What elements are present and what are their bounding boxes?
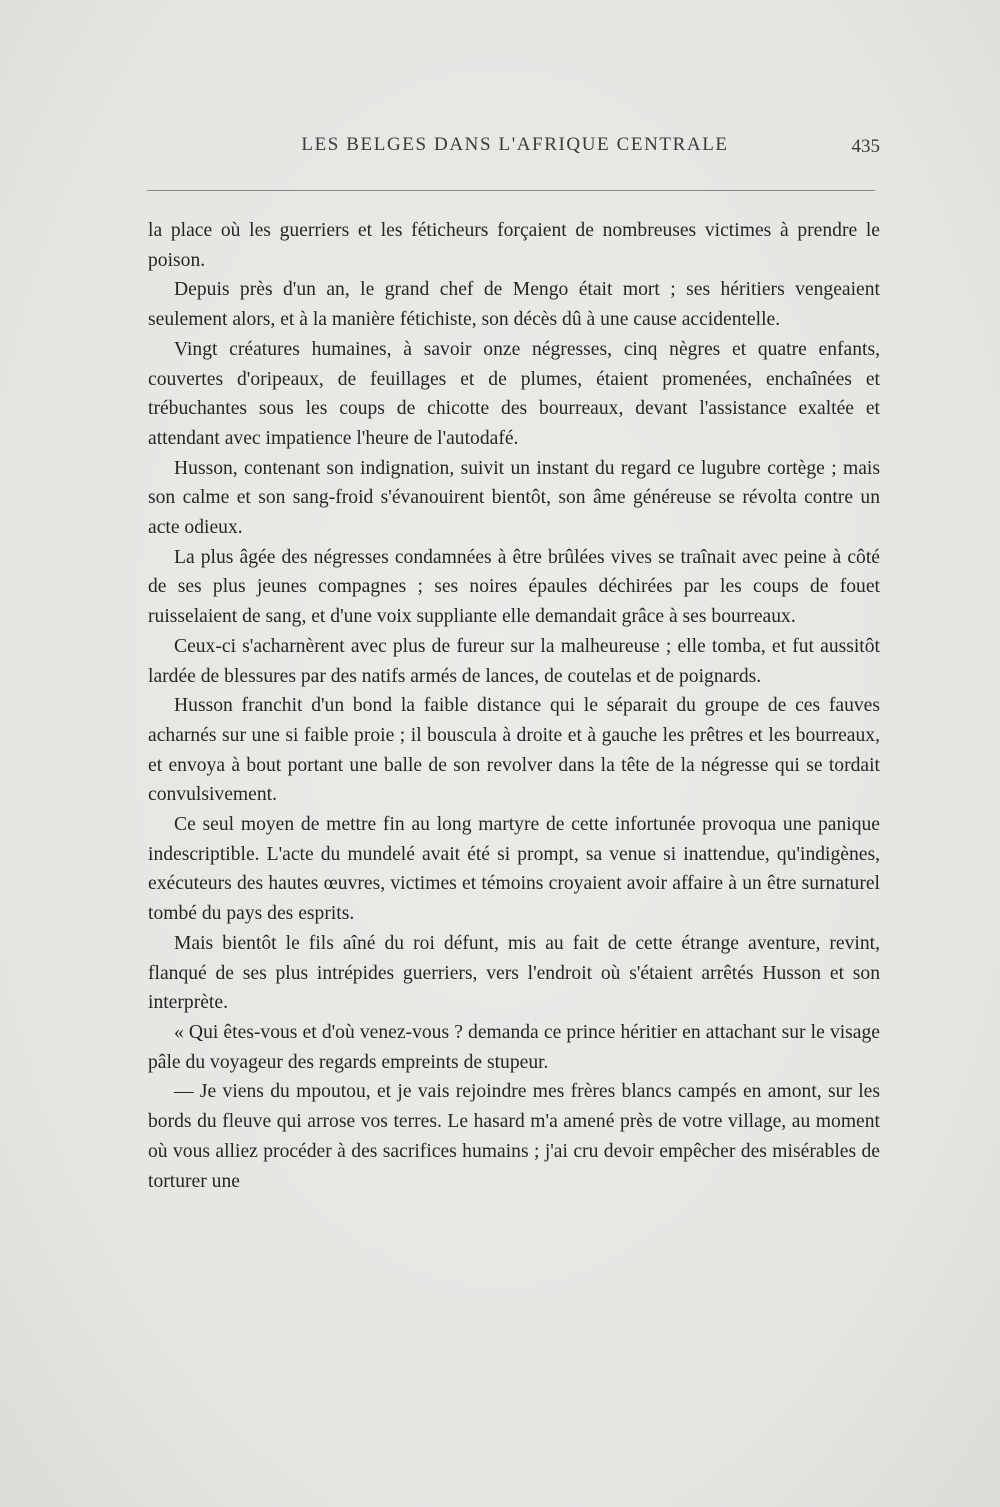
running-title: LES BELGES DANS L'AFRIQUE CENTRALE xyxy=(301,134,729,155)
page-number: 435 xyxy=(851,136,880,157)
dialogue-paragraph: « Qui êtes-vous et d'où venez-vous ? demanda ce prince héritier en attachant sur le visage pâle du voyageur des regards empreints de stupeur. xyxy=(148,1021,880,1073)
paragraph: Ce seul moyen de mettre fin au long martyre de cette infortunée provoqua une panique indescriptible. L'acte du mundelé avait été si prompt, sa venue si inattendue, qu'indigènes, exécuteurs des hautes œuvres, victimes et témoins croyaient avoir affaire à un être surnaturel tombé du pays des esprits. xyxy=(148,814,880,925)
paragraph: La plus âgée des négresses condamnées à être brûlées vives se traînait avec peine à côté de ses plus jeunes compagnes ; ses noires épaules déchirées par les coups de fouet ruisselaient de sang, et d'une voix suppliante elle demandait grâce à ses bourreaux. xyxy=(148,546,880,628)
running-header xyxy=(150,134,880,164)
paragraph: Ceux-ci s'acharnèrent avec plus de fureur sur la malheureuse ; elle tomba, et fut aussitôt lardée de blessures par des natifs armés de lances, de coutelas et de poignards. xyxy=(148,635,880,687)
dialogue-paragraph: — Je viens du mpoutou, et je vais rejoindre mes frères blancs campés en amont, sur les bords du fleuve qui arrose vos terres. Le hasard m'a amené près de votre village, au moment où vous alliez procéder à des sacrifices humains ; j'ai cru devoir empêcher des misérables de torturer une xyxy=(148,1081,880,1192)
paragraph: Husson franchit d'un bond la faible distance qui le séparait du groupe de ces fauves acharnés sur une si faible proie ; il bouscula à droite et à gauche les prêtres et les bourreaux, et envoya à bout portant une balle de son revolver dans la tête de la négresse qui se tordait convulsivement. xyxy=(148,695,880,806)
paragraph-continued: la place où les guerriers et les féticheurs forçaient de nombreuses victimes à prendre le poison. xyxy=(148,220,880,271)
paragraph: Vingt créatures humaines, à savoir onze négresses, cinq nègres et quatre enfants, couvertes d'oripeaux, de feuillages et de plumes, étaient promenées, enchaînées et trébuchantes sous les coups de chicotte des bourreaux, devant l'assistance exaltée et attendant avec impatience l'heure de l'autodafé. xyxy=(148,338,880,449)
paragraph: Depuis près d'un an, le grand chef de Mengo était mort ; ses héritiers vengeaient seulement alors, et à la manière fétichiste, son décès dû à une cause accidentelle. xyxy=(148,279,880,331)
body-text xyxy=(148,216,880,1196)
header-rule xyxy=(147,190,875,191)
paragraph: Mais bientôt le fils aîné du roi défunt, mis au fait de cette étrange aventure, revint, flanqué de ses plus intrépides guerriers, vers l'endroit où s'étaient arrêtés Husson et son interprète. xyxy=(148,932,880,1014)
paragraph: Husson, contenant son indignation, suivit un instant du regard ce lugubre cortège ; mais son calme et son sang-froid s'évanouirent bientôt, son âme généreuse se révolta contre un acte odieux. xyxy=(148,457,880,539)
